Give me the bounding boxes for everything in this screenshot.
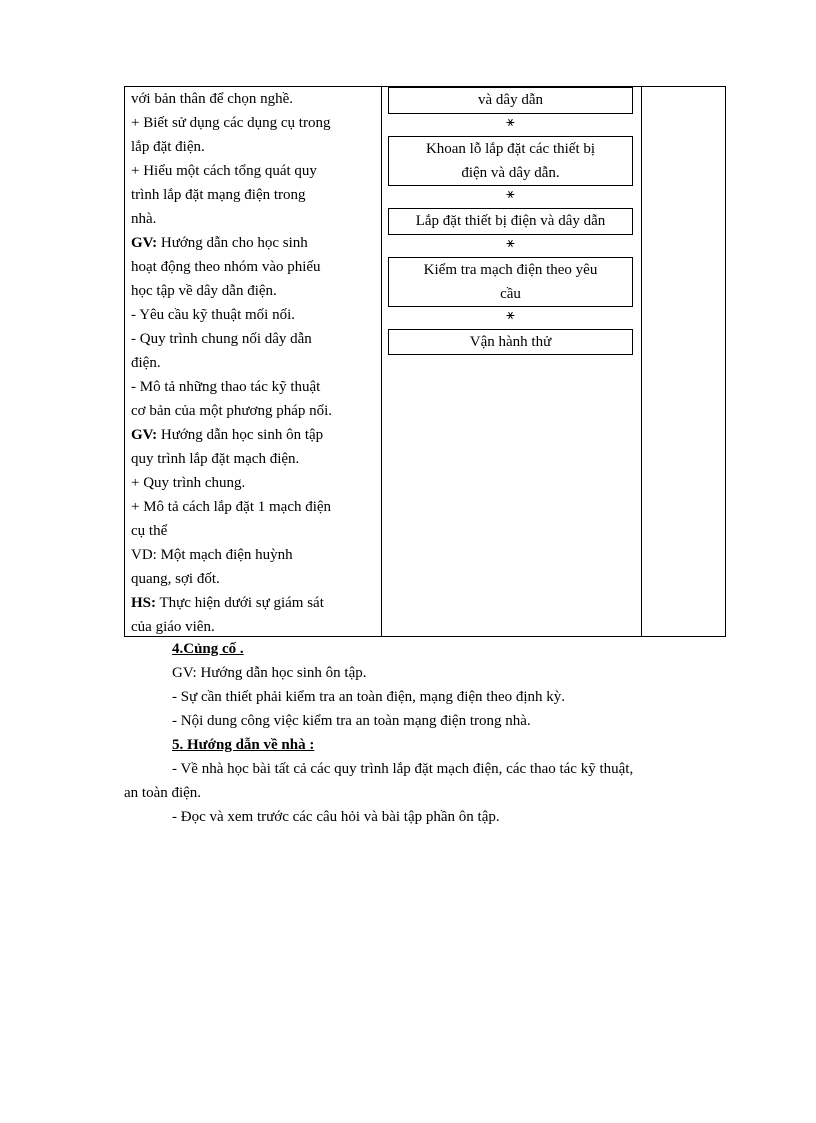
text-line: an toàn điện.	[124, 785, 202, 801]
gv-label: GV:	[131, 235, 158, 251]
text-line: VD: Một mạch điện huỳnh	[131, 547, 293, 563]
flow-box: Kiểm tra mạch điện theo yêu cầu	[388, 257, 633, 307]
text-line: GV: Hướng dẫn học sinh ôn tập	[131, 427, 324, 443]
text-line: quy trình lắp đặt mạch điện.	[131, 451, 300, 467]
text-line: - Sự cần thiết phải kiểm tra an toàn điện, mạng điện theo định kỳ.	[172, 689, 566, 705]
text-line: + Hiểu một cách tổng quát quy	[131, 163, 317, 179]
text-line: GV: Hướng dẫn học sinh ôn tập.	[172, 665, 367, 681]
activities-column	[131, 87, 381, 639]
flow-arrow-icon: ⚹	[506, 308, 515, 323]
lesson-table	[124, 86, 726, 637]
section-heading: 4.Củng cố .	[172, 641, 244, 657]
column-divider	[641, 87, 642, 636]
text-line: + Biết sử dụng các dụng cụ trong	[131, 115, 331, 131]
flow-box: Lắp đặt thiết bị điện và dây dẫn	[388, 208, 633, 235]
text-line: quang, sợi đốt.	[131, 571, 220, 587]
text-line: điện.	[131, 355, 161, 371]
text-line: GV: Hướng dẫn cho học sinh	[131, 235, 308, 251]
flow-box: Khoan lỗ lắp đặt các thiết bị điện và dây dẫn.	[388, 136, 633, 186]
text-line: lắp đặt điện.	[131, 139, 205, 155]
text-line: cơ bản của một phương pháp nối.	[131, 403, 333, 419]
text-line: HS: Thực hiện dưới sự giám sát	[131, 595, 324, 611]
gv-label: GV:	[131, 427, 158, 443]
text-line: - Yêu cầu kỹ thuật mối nối.	[131, 307, 295, 323]
text-line: nhà.	[131, 211, 157, 227]
text-line: - Nội dung công việc kiểm tra an toàn mạng điện trong nhà.	[172, 713, 531, 729]
text-line: - Mô tả những thao tác kỹ thuật	[131, 379, 321, 395]
flow-box: Vận hành thử	[388, 329, 633, 355]
text-line: - Quy trình chung nối dây dẫn	[131, 331, 312, 347]
flow-arrow-icon: ⚹	[506, 236, 515, 251]
text-line: - Đọc và xem trước các câu hỏi và bài tập phần ôn tập.	[172, 809, 500, 825]
flow-arrow-icon: ⚹	[506, 115, 515, 130]
text-line: + Mô tả cách lắp đặt 1 mạch điện	[131, 499, 332, 515]
text-line: hoạt động theo nhóm vào phiếu	[131, 259, 321, 275]
text-line: học tập về dây dẫn điện.	[131, 283, 277, 299]
text-line: của giáo viên.	[131, 619, 215, 635]
text-line: trình lắp đặt mạng điện trong	[131, 187, 306, 203]
flow-box: và dây dẫn	[388, 87, 633, 114]
text-line: - Về nhà học bài tất cả các quy trình lắp đặt mạch điện, các thao tác kỹ thuật,	[172, 761, 634, 777]
hs-label: HS:	[131, 595, 157, 611]
column-divider	[381, 87, 382, 636]
text-line: + Quy trình chung.	[131, 475, 246, 491]
text-line: cụ thể	[131, 523, 168, 539]
text-line: với bản thân để chọn nghề.	[131, 91, 294, 107]
section-heading: 5. Hướng dẫn về nhà :	[172, 737, 315, 753]
flow-arrow-icon: ⚹	[506, 187, 515, 202]
